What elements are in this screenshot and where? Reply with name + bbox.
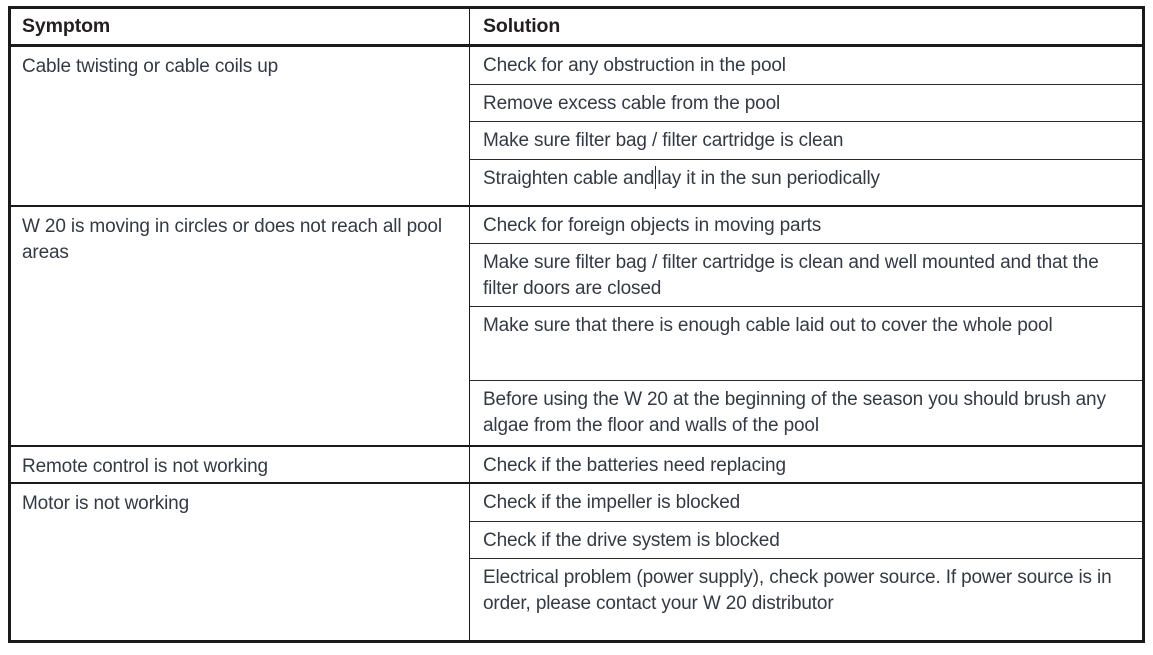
solution-cell <box>470 207 1142 445</box>
symptom-text: Motor is not working <box>22 493 190 514</box>
solution-text-after-caret: lay it in the sun periodically <box>657 167 880 189</box>
solution-item <box>470 122 1142 160</box>
symptom-cell <box>11 47 470 205</box>
solution-text: Make sure filter bag / filter cartridge is clean and well mounted and that the filter doors are closed <box>483 252 1099 299</box>
column-header-symptom-label: Symptom <box>22 15 111 37</box>
troubleshooting-table <box>8 6 1145 643</box>
table-row <box>11 47 1142 207</box>
solution-item <box>470 207 1142 244</box>
symptom-text: Cable twisting or cable coils up <box>22 56 279 77</box>
solution-cell <box>470 484 1142 641</box>
solution-text: Check if the batteries need replacing <box>483 455 786 476</box>
solution-item <box>470 85 1142 123</box>
solution-item <box>470 307 1142 381</box>
solution-item <box>470 244 1142 307</box>
symptom-text: Remote control is not working <box>22 456 268 477</box>
column-header-symptom <box>11 9 470 44</box>
solution-text: Electrical problem (power supply), check power source. If power source is in order, please contact your W 20 distributor <box>483 567 1112 614</box>
table-body <box>11 47 1142 641</box>
solution-text: Remove excess cable from the pool <box>483 92 781 114</box>
solution-item <box>470 522 1142 560</box>
solution-text: Make sure filter bag / filter cartridge is clean <box>483 130 844 151</box>
table-row <box>11 484 1142 641</box>
solution-item <box>470 447 1142 484</box>
symptom-cell <box>11 207 470 445</box>
solution-text: Check if the impeller is blocked <box>483 492 741 513</box>
solution-text: Check for foreign objects in moving parts <box>483 215 822 236</box>
solution-text-before-caret: Straighten cable and <box>483 167 655 189</box>
solution-text: Make sure that there is enough cable laid out to cover the whole pool <box>483 315 1053 336</box>
solution-item[interactable] <box>470 160 1142 198</box>
solution-text: Check if the drive system is blocked <box>483 529 780 551</box>
solution-cell <box>470 47 1142 205</box>
symptom-cell <box>11 447 470 482</box>
table-row <box>11 207 1142 447</box>
column-header-solution <box>470 9 1142 44</box>
solution-text: Check for any obstruction in the pool <box>483 55 786 76</box>
solution-item <box>470 559 1142 641</box>
solution-text: Before using the W 20 at the beginning of the season you should brush any algae from the floor and walls of the pool <box>483 388 1106 436</box>
solution-text-with-caret <box>483 166 880 192</box>
solution-item <box>470 47 1142 85</box>
symptom-cell <box>11 484 470 641</box>
solution-item <box>470 484 1142 522</box>
table-header-row <box>11 9 1142 47</box>
solution-cell <box>470 447 1142 482</box>
symptom-text: W 20 is moving in circles or does not reach all pool areas <box>22 216 442 263</box>
column-header-solution-label: Solution <box>483 15 561 37</box>
table-row <box>11 447 1142 484</box>
solution-item <box>470 381 1142 445</box>
